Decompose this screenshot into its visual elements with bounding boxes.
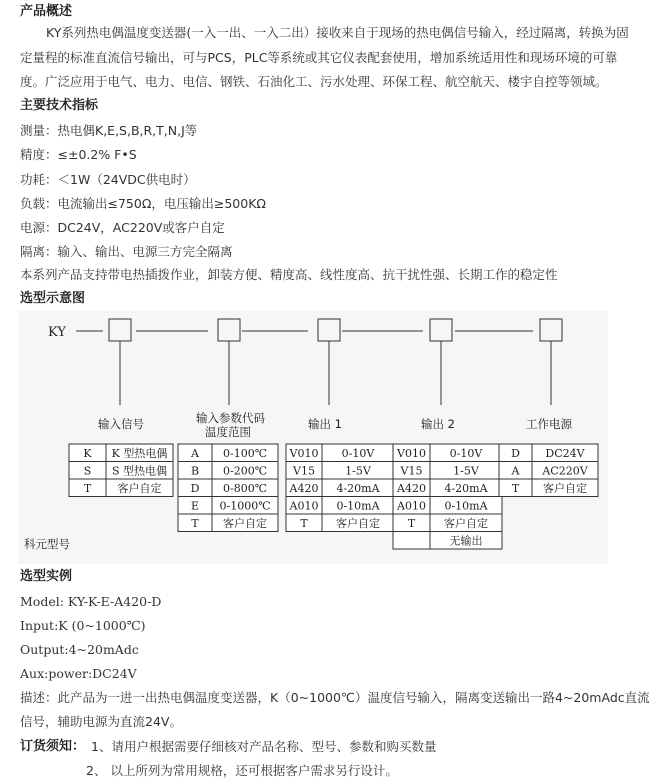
power-value-text: AC220V: [542, 464, 588, 478]
code-box-power: [540, 319, 562, 341]
input_signal-code-text: T: [83, 482, 92, 495]
output1-value-text: 4-20mA: [336, 482, 380, 495]
output2-code-text: T: [407, 517, 416, 530]
specs-heading: 主要技术指标: [20, 98, 99, 113]
spec-feature: 本系列产品支持带电热插拨作业，卸装方便、精度高、线性度高、抗干扰性强、长期工作的稳定性: [20, 267, 558, 282]
output2-code-text: V010: [397, 447, 426, 460]
output2-value-text: 无输出: [449, 534, 483, 548]
output2-value-text: 4-20mA: [444, 482, 488, 495]
diagram-heading: 选型示意图: [20, 291, 86, 306]
spec-isolation: 隔离：输入、输出、电源三方完全隔离: [20, 244, 233, 259]
spec-supply: 电源：DC24V，AC220V或客户自定: [20, 220, 225, 235]
example-aux: Aux:power:DC24V: [20, 666, 137, 681]
input_signal-value-text: 客户自定: [117, 482, 162, 495]
spec-accuracy: 精度：≤±0.2% F•S: [20, 147, 137, 162]
brand-label: 科元型号: [24, 537, 70, 551]
output1-code-text: A010: [289, 499, 319, 513]
overview-line-1: KY系列热电偶温度变送器(一入一出、一入二出）接收来自于现场的热电偶信号输入，经过隔离，转换为固: [46, 25, 629, 40]
input_param-value-text: 0-1000℃: [219, 499, 271, 513]
spec-measure: 测量：热电偶K,E,S,B,R,T,N,J等: [20, 123, 198, 138]
selection-diagram: [18, 311, 608, 564]
group-title-power: 工作电源: [526, 417, 572, 431]
output1-value-text: 0-10V: [341, 447, 375, 460]
overview-heading: 产品概述: [20, 4, 73, 19]
output2-value-text: 客户自定: [444, 517, 488, 530]
selection-diagram-svg: [18, 311, 608, 564]
output1-value-text: 客户自定: [336, 517, 380, 530]
power-code-text: D: [511, 447, 520, 460]
output1-code-text: T: [300, 517, 308, 530]
power-code-text: T: [511, 482, 520, 495]
code-box-output2: [430, 319, 452, 341]
group-subtitle-input-param: 温度范围: [205, 425, 251, 439]
code-box-output1: [318, 319, 340, 341]
power-value-text: DC24V: [545, 447, 585, 460]
output2-code-cell: [393, 532, 430, 550]
input_signal-value-text: K 型热电偶: [111, 447, 168, 460]
input_signal-code-text: K: [83, 447, 92, 460]
overview-line-2: 定量程的标准直流信号输出，可与PCS，PLC等系统或其它仪表配套使用，增加系统适用性和现场环境的可靠: [20, 50, 618, 65]
output1-code-text: V010: [289, 447, 319, 460]
input_param-code-text: D: [190, 482, 200, 495]
output2-value-text: 0-10V: [449, 447, 483, 460]
example-desc-2: 信号，辅助电源为直流24V。: [20, 714, 182, 729]
group-title-output2: 输出 2: [421, 417, 455, 431]
spec-power: 功耗：＜1W（24VDC供电时）: [20, 172, 196, 187]
group-title-output1: 输出 1: [308, 417, 342, 431]
input_signal-value-text: S 型热电偶: [111, 464, 168, 478]
output1-value-text: 1-5V: [345, 464, 371, 478]
example-input: Input:K (0~1000℃): [20, 618, 146, 633]
group-title-input-param: 输入参数代码: [196, 411, 265, 425]
code-box-input-param: [218, 319, 240, 341]
input_param-code-text: B: [190, 464, 200, 478]
order-heading: 订货须知：: [20, 739, 86, 754]
input_signal-code-text: S: [83, 464, 92, 478]
input_param-value-text: 0-200℃: [222, 464, 268, 478]
output2-code-text: V15: [400, 464, 423, 478]
overview-line-3: 度。广泛应用于电气、电力、电信、钢铁、石油化工、污水处理、环保工程、航空航天、楼宇自控等领域。: [20, 74, 608, 89]
order-item-1: 1、请用户根据需要仔细核对产品名称、型号、参数和购买数量: [91, 739, 437, 754]
power-value-text: 客户自定: [543, 482, 587, 495]
selection-tables: [69, 444, 598, 549]
input_param-code-text: E: [190, 499, 200, 513]
power-code-text: A: [511, 464, 520, 478]
output2-value-text: 1-5V: [453, 464, 479, 478]
example-desc-1: 描述：此产品为一进一出热电偶温度变送器，K（0~1000℃）温度信号输入，隔离变送输出一路4~20mAdc直流: [20, 690, 650, 705]
input_param-value-text: 客户自定: [223, 517, 267, 530]
output1-code-text: V15: [293, 464, 315, 478]
example-model: Model: KY-K-E-A420-D: [20, 594, 162, 609]
spec-load: 负载：电流输出≤750Ω，电压输出≥500KΩ: [20, 196, 266, 211]
example-heading: 选型实例: [20, 569, 73, 584]
code-box-input-signal: [109, 319, 131, 341]
order-item-2: 2、 以上所列为常用规格，还可根据客户需求另行设计。: [86, 763, 398, 778]
output1-code-text: A420: [289, 482, 319, 495]
input_param-value-text: 0-100℃: [222, 447, 268, 460]
input_param-code-text: A: [191, 447, 199, 460]
output2-value-text: 0-10mA: [444, 499, 488, 513]
output1-value-text: 0-10mA: [336, 499, 380, 513]
group-title-input-signal: 输入信号: [98, 417, 144, 431]
model-prefix: KY: [48, 325, 66, 340]
example-output: Output:4~20mAdc: [20, 642, 139, 657]
input_param-code-text: T: [191, 517, 199, 530]
input_param-value-text: 0-800℃: [222, 482, 268, 495]
output2-code-text: A010: [397, 499, 426, 513]
output2-code-text: A420: [397, 482, 426, 495]
